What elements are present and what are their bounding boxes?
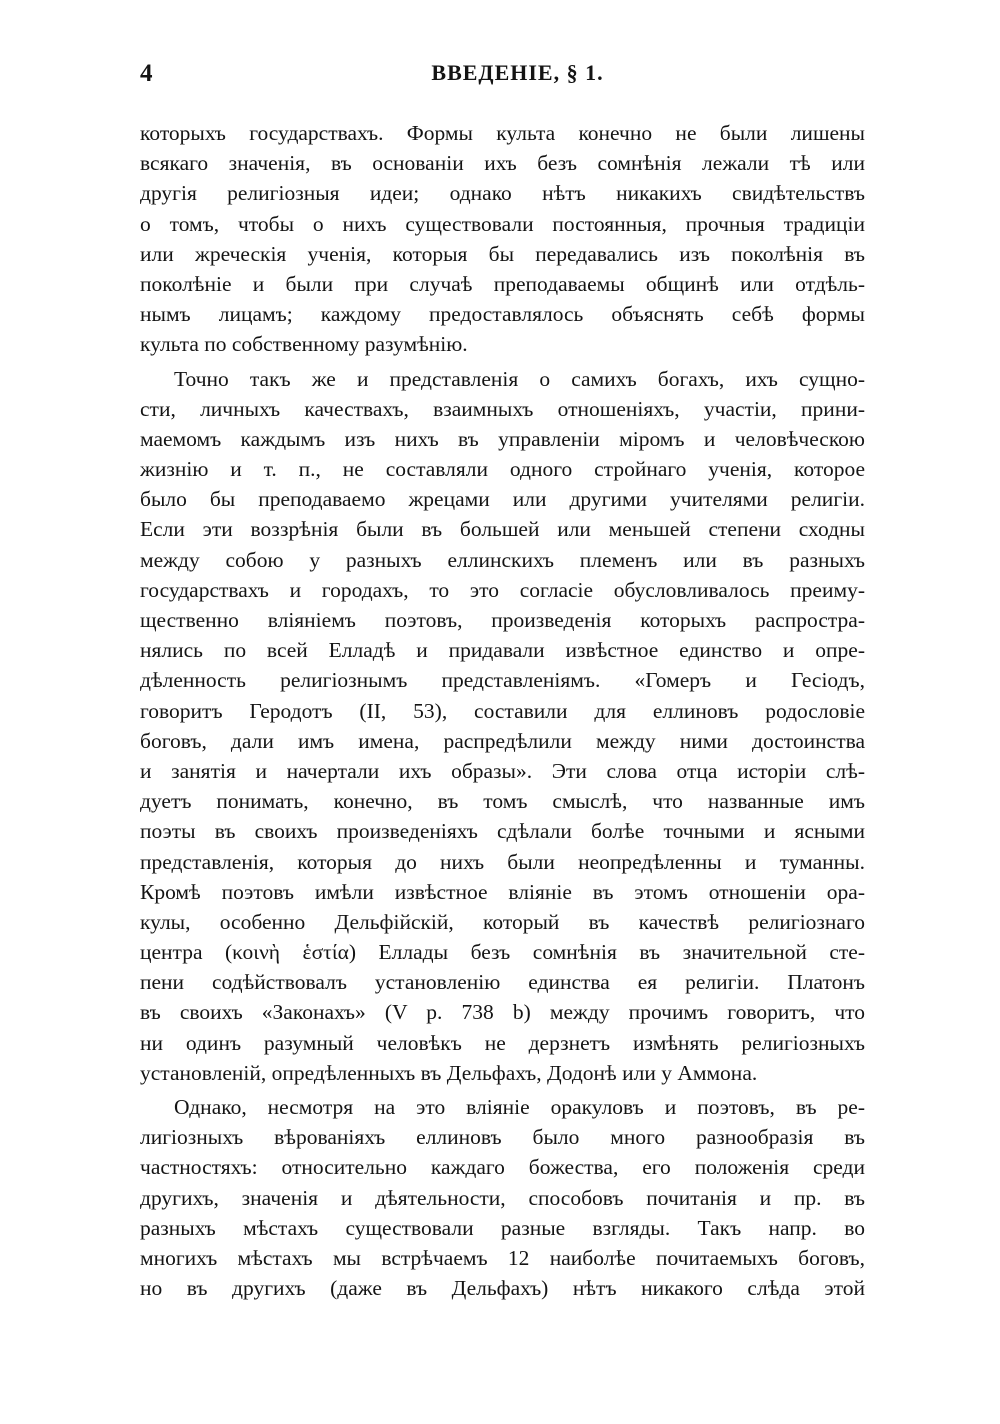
- text-line: лигіозныхъ вѣрованіяхъ еллиновъ было много разнообразія въ: [140, 1125, 865, 1150]
- text-line: Однако, несмотря на это вліяніе оракуловъ и поэтовъ, въ ре-: [174, 1095, 865, 1119]
- text-line: дуетъ понимать, конечно, въ томъ смыслѣ, что названные имъ: [140, 789, 865, 814]
- paragraph-1: [140, 118, 865, 360]
- running-head: ВВЕДЕНІЕ, § 1.: [431, 60, 604, 85]
- text-line: дѣленность религіознымъ представленіямъ. «Гомеръ и Гесіодъ,: [140, 668, 865, 693]
- page-number: 4: [140, 60, 153, 87]
- text-line: нялись по всей Елладѣ и придавали извѣстное единство и опре-: [140, 638, 865, 663]
- text-line: культа по собственному разумѣнію.: [140, 332, 468, 357]
- text-line: говоритъ Геродотъ (II, 53), составили для еллиновъ родословіе: [140, 698, 865, 723]
- text-line: но въ другихъ (даже въ Дельфахъ) нѣтъ никакого слѣда этой: [140, 1276, 865, 1301]
- text-line: Точно такъ же и представленія о самихъ богахъ, ихъ сущно-: [174, 366, 865, 391]
- text-line: разныхъ мѣстахъ существовали разные взгляды. Такъ напр. во: [140, 1215, 865, 1240]
- text-line: нымъ лицамъ; каждому предоставлялось объяснять себѣ формы: [140, 302, 865, 327]
- text-line: поэты въ своихъ произведеніяхъ сдѣлали болѣе точными и ясными: [140, 819, 865, 844]
- text-line: Если эти воззрѣнія были въ большей или меньшей степени сходны: [140, 517, 865, 542]
- text-line: кулы, особенно Дельфійскій, который въ качествѣ религіознаго: [140, 909, 865, 934]
- text-line: боговъ, дали имъ имена, распредѣлили между ними достоинства: [140, 728, 865, 753]
- text-line: пени содѣйствовалъ установленію единства ея религіи. Платонъ: [140, 970, 865, 995]
- text-line: въ своихъ «Законахъ» (V p. 738 b) между прочимъ говоритъ, что: [140, 1000, 865, 1025]
- text-line: Кромѣ поэтовъ имѣли извѣстное вліяніе въ этомъ отношеніи ора-: [140, 879, 865, 904]
- text-line: и занятія и начертали ихъ образы». Эти слова отца исторіи слѣ-: [140, 758, 865, 783]
- text-line: частностяхъ: относительно каждаго божества, его положенія среди: [140, 1155, 865, 1180]
- text-line: представленія, которыя до нихъ были неопредѣленны и туманны.: [140, 849, 865, 874]
- text-line: многихъ мѣстахъ мы встрѣчаемъ 12 наиболѣе почитаемыхъ боговъ,: [140, 1245, 865, 1270]
- text-line: центра (κοινὴ ἑστία) Еллады безъ сомнѣнія въ значительной сте-: [140, 940, 865, 965]
- text-line: щественно вліяніемъ поэтовъ, произведенія которыхъ распростра-: [140, 608, 865, 632]
- body-text: [140, 118, 865, 1303]
- text-line: поколѣніе и были при случаѣ преподаваемы общинѣ или отдѣль-: [140, 271, 865, 296]
- text-line: было бы преподаваемо жрецами или другими учителями религіи.: [140, 487, 865, 512]
- paragraph-2: [140, 364, 865, 1089]
- text-line: о томъ, чтобы о нихъ существовали постоянныя, прочныя традиціи: [140, 211, 865, 236]
- text-line: другія религіозныя идеи; однако нѣтъ никакихъ свидѣтельствъ: [140, 181, 865, 206]
- paragraph-3: [140, 1092, 865, 1303]
- text-line: другихъ, значенія и дѣятельности, способовъ почитанія и пр. въ: [140, 1185, 865, 1210]
- text-line: ни одинъ разумный человѣкъ не дерзнетъ измѣнять религіозныхъ: [140, 1030, 865, 1055]
- text-line: всякаго значенія, въ основаніи ихъ безъ сомнѣнія лежали тѣ или: [140, 151, 865, 176]
- text-line: между собою у разныхъ еллинскихъ племенъ или въ разныхъ: [140, 547, 865, 572]
- text-line: или жреческія ученія, которыя бы передавались изъ поколѣнія въ: [140, 241, 865, 266]
- page-header: [140, 60, 865, 100]
- text-line: установленій, опредѣленныхъ въ Дельфахъ, Додонѣ или у Аммона.: [140, 1060, 758, 1085]
- text-line: которыхъ государствахъ. Формы культа конечно не были лишены: [140, 121, 865, 145]
- text-line: государствахъ и городахъ, то это согласіе обусловливалось преиму-: [140, 577, 865, 602]
- text-line: сти, личныхъ качествахъ, взаимныхъ отношеніяхъ, участіи, прини-: [140, 396, 865, 421]
- text-line: жизнію и т. п., не составляли одного стройнаго ученія, которое: [140, 457, 865, 482]
- text-line: маемомъ каждымъ изъ нихъ въ управленіи міромъ и человѣческою: [140, 426, 865, 451]
